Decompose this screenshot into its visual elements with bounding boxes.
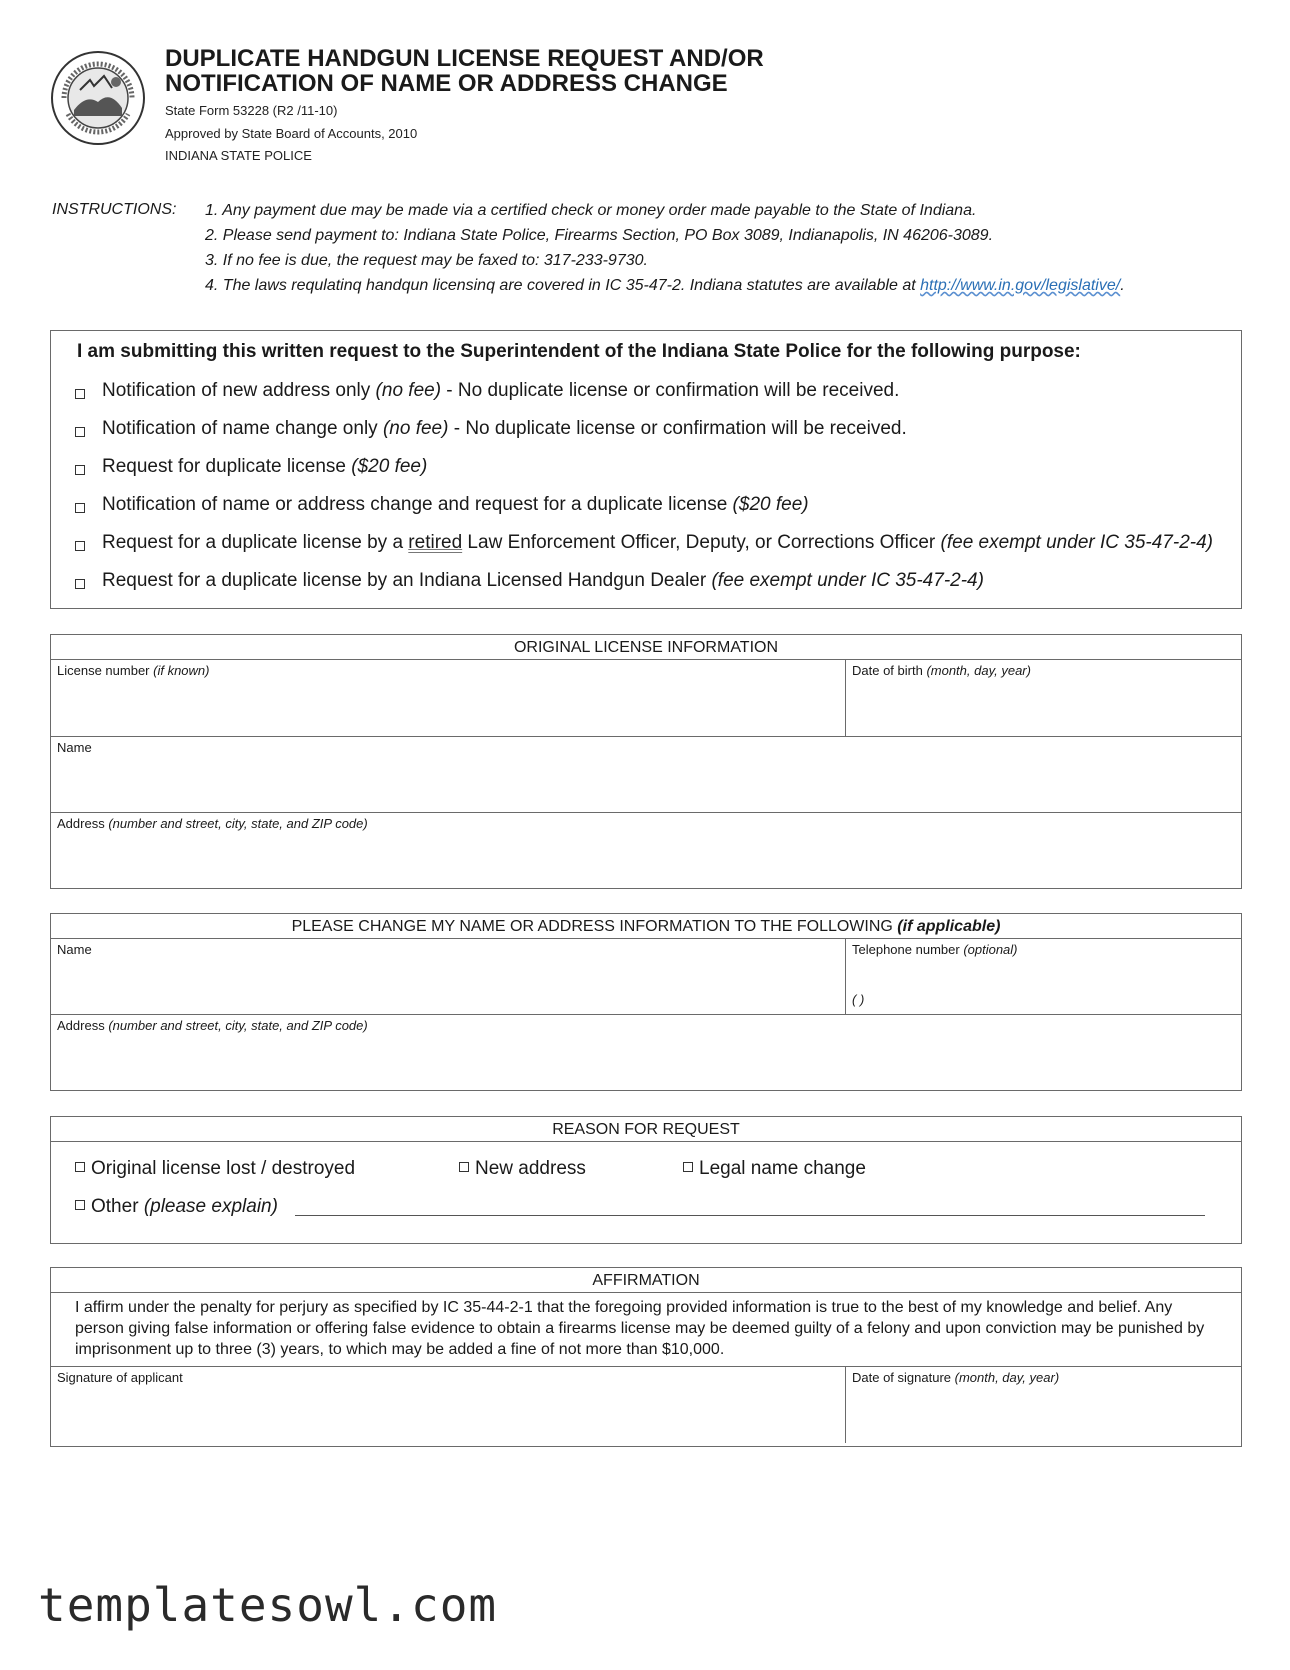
- checkbox: [683, 1162, 693, 1172]
- purpose-option-address: [75, 380, 1213, 418]
- new-name-field[interactable]: Name: [51, 939, 846, 1014]
- option-text: Request for duplicate license ($20 fee): [102, 456, 428, 477]
- instruction-item: 1. Any payment due may be made via a certified check or money order made payable to the State of Indiana.: [205, 202, 977, 219]
- signature-field[interactable]: Signature of applicant: [51, 1367, 846, 1443]
- watermark-text: templatesowl.com: [38, 1578, 498, 1632]
- reason-name-change[interactable]: Legal name change: [683, 1158, 866, 1180]
- agency-name: INDIANA STATE POLICE: [165, 148, 312, 163]
- checkbox[interactable]: [75, 541, 85, 551]
- option-text: Notification of new address only (no fee) - No duplicate license or confirmation will be received.: [102, 380, 900, 401]
- instructions-list: [205, 201, 1125, 301]
- purpose-option-duplicate: [75, 456, 1213, 494]
- form-title-line2: NOTIFICATION OF NAME OR ADDRESS CHANGE: [165, 70, 728, 97]
- checkbox[interactable]: [75, 389, 85, 399]
- phone-area-code-parens: ( ): [852, 992, 865, 1007]
- checkbox[interactable]: [75, 465, 85, 475]
- purpose-option-change-and-duplicate: [75, 494, 1213, 532]
- purpose-heading: I am submitting this written request to the Superintendent of the Indiana State Police for the following purpose:: [77, 341, 1081, 362]
- affirmation-text: I affirm under the penalty for perjury as specified by IC 35-44-2-1 that the foregoing provided information is true to the best of my knowledge and belief. Any person giving false information or offering false evidence to obtain a firearms license may be deemed guilty of a felony and upon conviction may be punished by imprisonment up to three (3) years, to which may be added a fine of not more than $10,000.: [51, 1293, 1241, 1367]
- checkbox[interactable]: [75, 427, 85, 437]
- form-number: State Form 53228 (R2 /11-10): [165, 103, 338, 118]
- state-seal-logo: [50, 50, 146, 146]
- original-name-field[interactable]: Name: [57, 740, 92, 755]
- option-text: Request for a duplicate license by a retired Law Enforcement Officer, Deputy, or Corrections Officer (fee exempt under IC 35-47-2-4): [102, 532, 1213, 553]
- purpose-option-dealer: [75, 570, 1213, 608]
- reason-lost[interactable]: Original license lost / destroyed: [75, 1158, 355, 1180]
- other-explain-input[interactable]: [295, 1215, 1205, 1216]
- original-license-section: [50, 634, 1242, 889]
- form-title: [165, 46, 764, 96]
- instructions-label: INSTRUCTIONS:: [52, 201, 177, 218]
- new-address-field[interactable]: Address (number and street, city, state, and ZIP code): [57, 1018, 368, 1033]
- license-number-field[interactable]: License number (if known): [51, 660, 846, 736]
- date-of-birth-field[interactable]: Date of birth (month, day, year): [852, 663, 1031, 678]
- change-info-section: [50, 913, 1242, 1091]
- approval-note: Approved by State Board of Accounts, 2010: [165, 126, 418, 141]
- change-info-heading: PLEASE CHANGE MY NAME OR ADDRESS INFORMATION TO THE FOLLOWING (if applicable): [51, 914, 1241, 939]
- reason-heading: REASON FOR REQUEST: [51, 1117, 1241, 1142]
- checkbox: [75, 1162, 85, 1172]
- purpose-section: [50, 330, 1242, 609]
- instruction-text: 4. The laws requlatinq handqun licensinq are covered in IC 35-47-2. Indiana statutes are available at: [205, 277, 921, 294]
- original-license-heading: ORIGINAL LICENSE INFORMATION: [51, 635, 1241, 660]
- instruction-item: [205, 276, 1125, 301]
- checkbox: [75, 1200, 85, 1210]
- signature-date-field[interactable]: Date of signature (month, day, year): [852, 1370, 1060, 1385]
- checkbox[interactable]: [75, 579, 85, 589]
- legislative-link[interactable]: http://www.in.gov/legislative/: [920, 277, 1121, 294]
- option-text: Request for a duplicate license by an Indiana Licensed Handgun Dealer (fee exempt under IC 35-47-2-4): [102, 570, 984, 591]
- instruction-item: 3. If no fee is due, the request may be faxed to: 317-233-9730.: [205, 252, 648, 269]
- option-text: Notification of name change only (no fee) - No duplicate license or confirmation will be received.: [102, 418, 907, 439]
- form-title-line1: DUPLICATE HANDGUN LICENSE REQUEST AND/OR: [165, 45, 764, 72]
- telephone-field[interactable]: Telephone number (optional) ( ): [852, 942, 1018, 1007]
- checkbox: [459, 1162, 469, 1172]
- reason-section: [50, 1116, 1242, 1244]
- purpose-option-name: [75, 418, 1213, 456]
- link-suffix: .: [1120, 277, 1125, 294]
- affirmation-heading: AFFIRMATION: [51, 1268, 1241, 1293]
- original-address-field[interactable]: Address (number and street, city, state, and ZIP code): [57, 816, 368, 831]
- reason-new-address[interactable]: New address: [459, 1158, 586, 1180]
- affirmation-section: [50, 1267, 1242, 1447]
- instruction-item: 2. Please send payment to: Indiana State Police, Firearms Section, PO Box 3089, Indianapolis, IN 46206-3089.: [205, 227, 994, 244]
- purpose-options: [75, 380, 1213, 608]
- checkbox[interactable]: [75, 503, 85, 513]
- purpose-option-retired-officer: [75, 532, 1213, 570]
- reason-other[interactable]: Other (please explain): [75, 1196, 278, 1218]
- option-text: Notification of name or address change and request for a duplicate license ($20 fee): [102, 494, 809, 515]
